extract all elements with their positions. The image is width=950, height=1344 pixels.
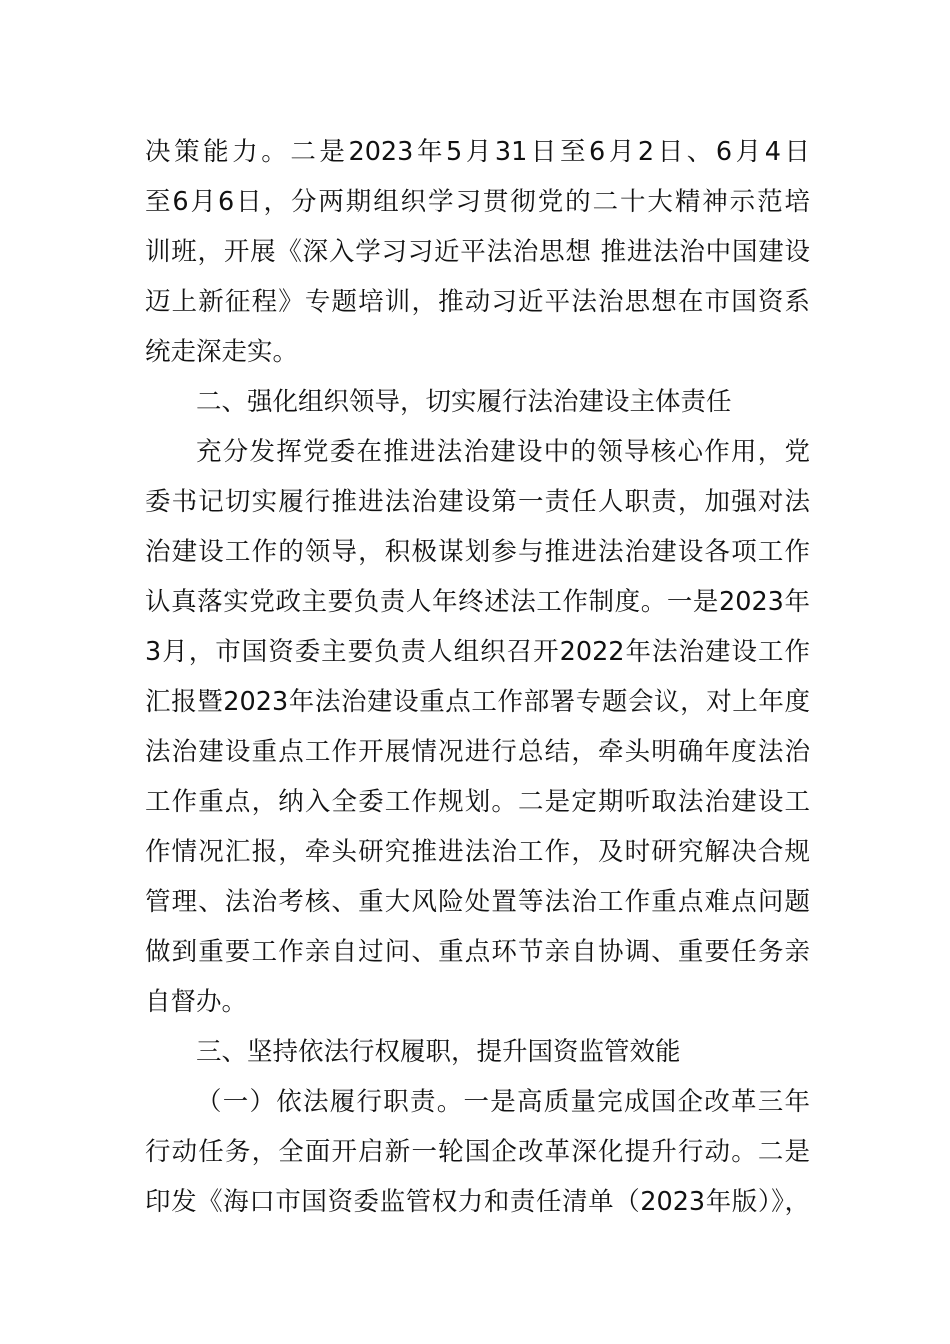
text-line: 认真落实党政主要负责人年终述法工作制度。一是2023年 <box>145 587 810 617</box>
text-line: 行动任务，全面开启新一轮国企改革深化提升行动。二是 <box>145 1137 810 1167</box>
text-line: 迈上新征程》专题培训，推动习近平法治思想在市国资系 <box>145 287 810 317</box>
text-line: 法治建设重点工作开展情况进行总结，牵头明确年度法治 <box>145 737 810 767</box>
document-body <box>145 127 810 1227</box>
text-line: 统走深走实。 <box>145 337 299 367</box>
text-line: 作情况汇报，牵头研究推进法治工作，及时研究解决合规 <box>145 837 810 867</box>
text-line: 训班，开展《深入学习习近平法治思想 推进法治中国建设 <box>145 237 810 267</box>
text-line: 自督办。 <box>145 987 248 1017</box>
text-line: 做到重要工作亲自过问、重点环节亲自协调、重要任务亲 <box>145 937 810 967</box>
text-line: （一）依法履行职责。一是高质量完成国企改革三年 <box>196 1087 810 1117</box>
text-line: 工作重点，纳入全委工作规划。二是定期听取法治建设工 <box>145 787 810 817</box>
text-line: 委书记切实履行推进法治建设第一责任人职责，加强对法 <box>145 487 810 517</box>
text-line: 治建设工作的领导，积极谋划参与推进法治建设各项工作 <box>145 537 810 567</box>
text-line: 决策能力。二是2023年5月31日至6月2日、6月4日 <box>145 137 810 167</box>
text-line: 充分发挥党委在推进法治建设中的领导核心作用，党 <box>196 437 810 467</box>
text-line: 3月，市国资委主要负责人组织召开2022年法治建设工作 <box>145 637 810 667</box>
section-heading-3: 三、坚持依法行权履职，提升国资监管效能 <box>196 1037 681 1067</box>
section-heading-2: 二、强化组织领导，切实履行法治建设主体责任 <box>196 387 732 417</box>
text-line: 管理、法治考核、重大风险处置等法治工作重点难点问题 <box>145 887 810 917</box>
text-line: 印发《海口市国资委监管权力和责任清单（2023年版）》， <box>145 1187 810 1217</box>
text-line: 汇报暨2023年法治建设重点工作部署专题会议，对上年度 <box>145 687 810 717</box>
text-line: 至6月6日，分两期组织学习贯彻党的二十大精神示范培 <box>145 187 810 217</box>
